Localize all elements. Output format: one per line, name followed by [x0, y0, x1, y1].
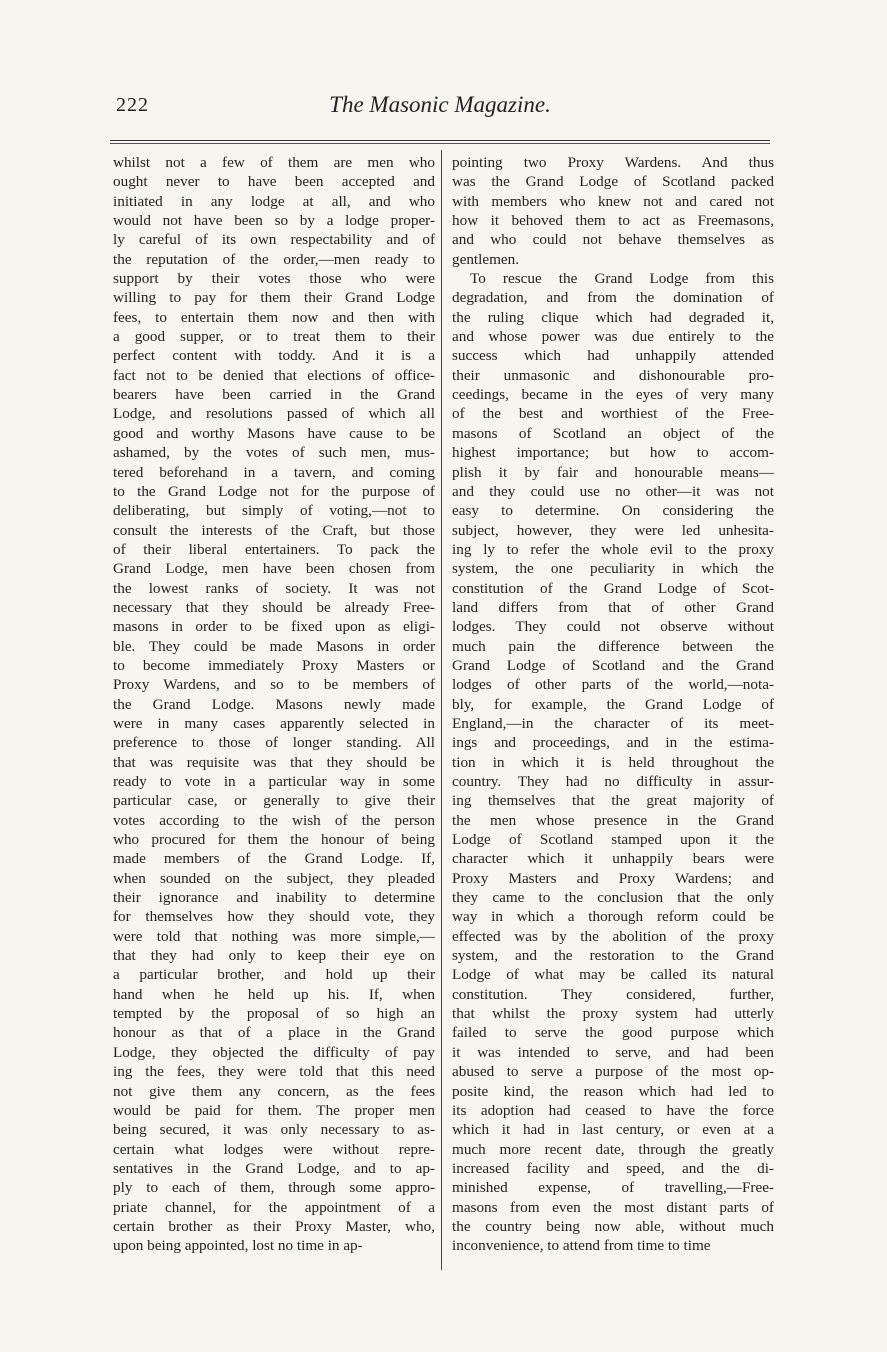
text-line: masons in order to be fixed upon as eligi-: [113, 618, 435, 636]
text-line: and whose power was due entirely to the: [452, 328, 774, 346]
text-line: perfect content with toddy. And it is a: [113, 347, 435, 365]
text-line: not give them any concern, as the fees: [113, 1082, 435, 1100]
text-line: abused to serve a purpose of the most op-: [452, 1063, 774, 1081]
text-line: honour as that of a place in the Grand: [113, 1024, 435, 1042]
text-line: pointing two Proxy Wardens. And thus: [452, 154, 774, 171]
text-line: the ruling clique which had degraded it,: [452, 308, 774, 326]
text-line: posite kind, the reason which had led to: [452, 1082, 774, 1100]
text-line: and who could not behave themselves as: [452, 231, 774, 249]
text-line: tempted by the proposal of so high an: [113, 1005, 435, 1023]
text-line: bearers have been carried in the Grand: [113, 386, 435, 404]
text-line: to become immediately Proxy Masters or: [113, 656, 435, 674]
text-line: fees, to entertain them now and then with: [113, 308, 435, 326]
text-line: success which had unhappily attended: [452, 347, 774, 365]
text-line: ing the fees, they were told that this need: [113, 1063, 435, 1081]
text-line: tion in which it is held throughout the: [452, 753, 774, 771]
text-line: support by their votes those who were: [113, 270, 435, 288]
text-line: good and worthy Masons have cause to be: [113, 424, 435, 442]
text-line: and they could use no other—it was not: [452, 482, 774, 500]
text-line: the Grand Lodge. Masons newly made: [113, 695, 435, 713]
text-line: of their liberal entertainers. To pack the: [113, 540, 435, 558]
text-line: were told that nothing was more simple,—: [113, 927, 435, 945]
text-line: country. They had no difficulty in assur-: [452, 773, 774, 790]
column-divider: [441, 150, 442, 1270]
text-line: ashamed, by the votes of such men, mus-: [113, 444, 435, 462]
text-line: their unmasonic and dishonourable pro-: [452, 366, 774, 384]
text-line: was the Grand Lodge of Scotland packed: [452, 173, 774, 191]
text-line: ings and proceedings, and in the estima-: [452, 734, 774, 752]
text-line: its adoption had ceased to have the force: [452, 1101, 774, 1119]
text-line: when sounded on the subject, they pleaded: [113, 869, 435, 887]
text-line: initiated in any lodge at all, and who: [113, 192, 435, 210]
text-line: would not have been so by a lodge proper-: [113, 212, 435, 230]
text-line: a good supper, or to treat them to their: [113, 328, 435, 346]
text-line: increased facility and speed, and the di-: [452, 1159, 774, 1177]
text-line: Lodge of Scotland stamped upon it the: [452, 831, 774, 849]
text-line: Lodge, and resolutions passed of which all: [113, 405, 435, 423]
text-line: whilst not a few of them are men who: [113, 154, 435, 171]
text-line: gentlemen.: [452, 250, 520, 268]
text-line: To rescue the Grand Lodge from this: [470, 270, 774, 288]
text-line: preference to those of longer standing. All: [113, 734, 435, 752]
text-line: which it had in last century, or even at a: [452, 1121, 774, 1139]
text-line: constitution of the Grand Lodge of Scot-: [452, 579, 774, 597]
text-line: lodges. They could not observe without: [452, 618, 774, 636]
text-line: the reputation of the order,—men ready to: [113, 250, 435, 268]
text-line: for themselves how they should vote, they: [113, 908, 435, 926]
text-line: consult the interests of the Craft, but those: [113, 521, 435, 539]
text-line: ble. They could be made Masons in order: [113, 637, 435, 655]
text-line: ing themselves that the great majority of: [452, 792, 774, 810]
text-line: hand when he held up his. If, when: [113, 985, 435, 1003]
text-line: would be paid for them. The proper men: [113, 1101, 435, 1119]
text-line: certain brother as their Proxy Master, who,: [113, 1217, 435, 1235]
page-number: 222: [116, 94, 149, 116]
text-line: bly, for example, the Grand Lodge of: [452, 695, 774, 713]
text-line: they came to the conclusion that the only: [452, 889, 774, 907]
text-line: minished expense, of travelling,—Free-: [452, 1179, 774, 1197]
text-line: ought never to have been accepted and: [113, 173, 435, 191]
text-line: character which it unhappily bears were: [452, 850, 774, 868]
text-line: were in many cases apparently selected in: [113, 714, 435, 732]
page-header: [110, 88, 770, 124]
text-line: fact not to be denied that elections of office-: [113, 366, 435, 384]
text-line: Grand Lodge of Scotland and the Grand: [452, 656, 774, 674]
text-line: masons of Scotland an object of the: [452, 424, 774, 442]
text-line: willing to pay for them their Grand Lodge: [113, 289, 435, 307]
text-line: the lowest ranks of society. It was not: [113, 579, 435, 597]
text-line: ceedings, became in the eyes of very many: [452, 386, 774, 404]
text-line: certain what lodges were without repre-: [113, 1140, 435, 1158]
text-line: with members who knew not and cared not: [452, 192, 774, 210]
text-line: highest importance; but how to accom-: [452, 444, 774, 462]
text-line: the men whose presence in the Grand: [452, 811, 774, 829]
text-line: particular case, or generally to give their: [113, 792, 435, 810]
text-line: their ignorance and inability to determine: [113, 889, 435, 907]
text-line: system, and the restoration to the Grand: [452, 947, 774, 965]
text-line: that was requisite was that they should be: [113, 753, 435, 771]
text-line: priate channel, for the appointment of a: [113, 1198, 435, 1216]
text-line: how it behoved them to act as Freemasons,: [452, 212, 774, 230]
text-line: sentatives in the Grand Lodge, and to ap-: [113, 1159, 435, 1177]
text-line: Proxy Masters and Proxy Wardens; and: [452, 869, 774, 887]
text-line: constitution. They considered, further,: [452, 985, 774, 1003]
text-line: a particular brother, and hold up their: [113, 966, 435, 984]
text-line: the country being now able, without much: [452, 1217, 774, 1235]
text-line: votes according to the wish of the person: [113, 811, 435, 829]
text-line: much more recent date, through the greatly: [452, 1140, 774, 1158]
text-line: of the best and worthiest of the Free-: [452, 405, 774, 423]
text-line: ply to each of them, through some appro-: [113, 1179, 435, 1197]
left-column: [113, 153, 435, 1256]
text-line: being secured, it was only necessary to as-: [113, 1121, 435, 1139]
text-line: plish it by fair and honourable means—: [452, 463, 774, 481]
text-line: ly careful of its own respectability and of: [113, 231, 435, 249]
text-line: necessary that they should be already Free-: [113, 598, 435, 616]
text-line: deliberating, but simply of voting,—not to: [113, 502, 435, 520]
text-line: subject, however, they were led unhesita-: [452, 521, 774, 539]
text-line: Lodge, they objected the difficulty of pay: [113, 1043, 435, 1061]
text-line: masons from even the most distant parts of: [452, 1198, 774, 1216]
header-rule-secondary: [110, 143, 770, 144]
text-line: land differs from that of other Grand: [452, 598, 774, 616]
header-rule: [110, 140, 770, 141]
text-line: that they had only to keep their eye on: [113, 947, 435, 965]
text-line: inconvenience, to attend from time to time: [452, 1237, 711, 1255]
text-line: easy to determine. On considering the: [452, 502, 774, 520]
right-column: [452, 153, 774, 1256]
text-line: lodges of other parts of the world,—nota-: [452, 676, 774, 694]
text-line: ready to vote in a particular way in some: [113, 773, 435, 790]
text-line: way in which a thorough reform could be: [452, 908, 774, 926]
text-line: it was intended to serve, and had been: [452, 1043, 774, 1061]
text-line: to the Grand Lodge not for the purpose of: [113, 482, 435, 500]
text-line: Lodge of what may be called its natural: [452, 966, 774, 984]
text-line: made members of the Grand Lodge. If,: [113, 850, 435, 868]
text-line: Grand Lodge, men have been chosen from: [113, 560, 435, 578]
text-line: that whilst the proxy system had utterly: [452, 1005, 774, 1023]
running-title: The Masonic Magazine.: [329, 92, 551, 117]
text-line: much pain the difference between the: [452, 637, 774, 655]
text-line: Proxy Wardens, and so to be members of: [113, 676, 435, 694]
text-line: tered beforehand in a tavern, and coming: [113, 463, 435, 481]
text-line: failed to serve the good purpose which: [452, 1024, 774, 1042]
text-line: system, the one peculiarity in which the: [452, 560, 774, 578]
text-line: ing ly to refer the whole evil to the proxy: [452, 540, 774, 558]
text-line: England,—in the character of its meet-: [452, 714, 774, 732]
text-line: effected was by the abolition of the proxy: [452, 927, 774, 945]
text-line: who procured for them the honour of being: [113, 831, 435, 849]
text-line: degradation, and from the domination of: [452, 289, 774, 307]
text-line: upon being appointed, lost no time in ap-: [113, 1237, 363, 1255]
